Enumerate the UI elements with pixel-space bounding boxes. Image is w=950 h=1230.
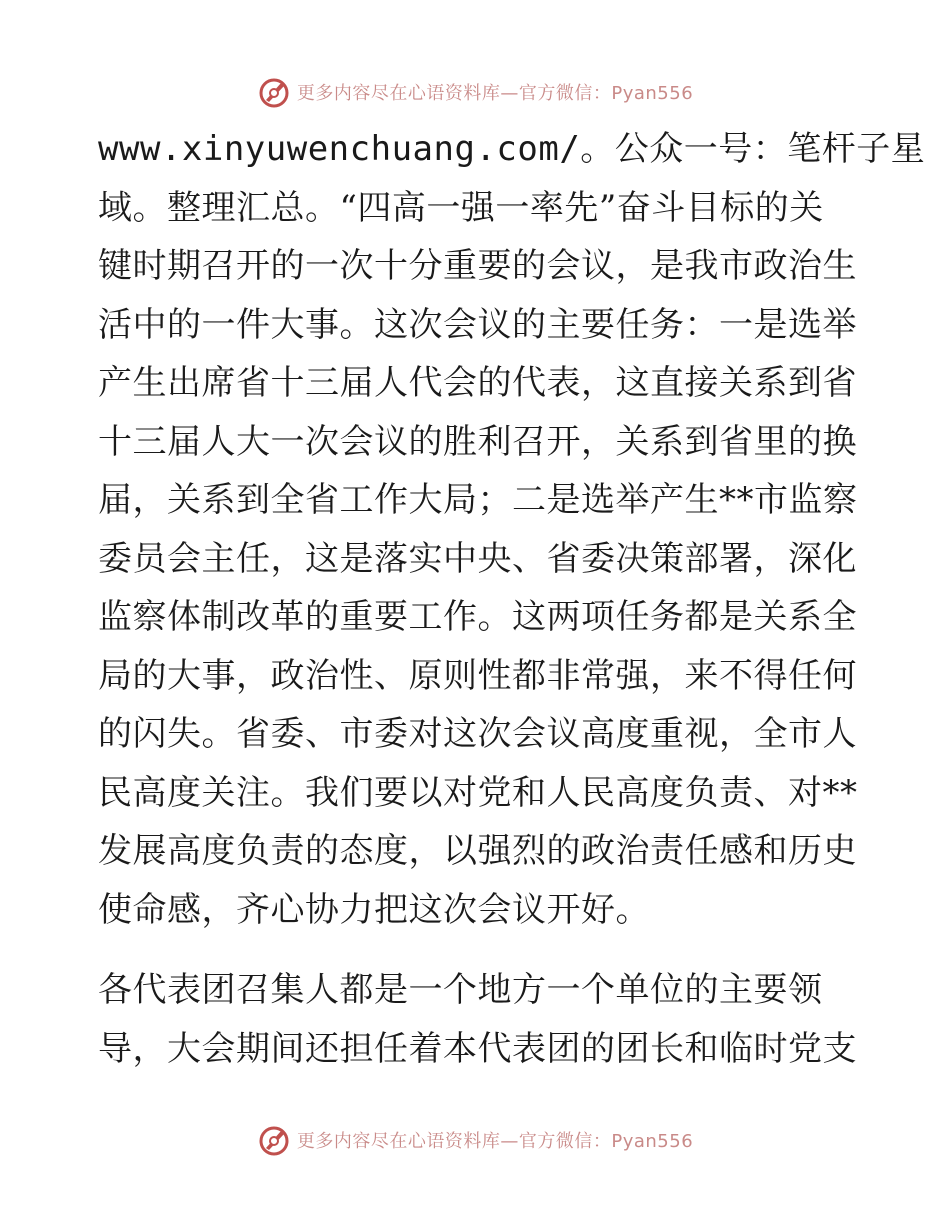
text-line: 产生出席省十三届人代会的代表，这直接关系到省 bbox=[98, 363, 857, 403]
text-line: 局的大事，政治性、原则性都非常强，来不得任何 bbox=[98, 655, 857, 696]
header-banner bbox=[0, 72, 950, 112]
text-line: 委员会主任，这是落实中央、省委决策部署，深化 bbox=[98, 538, 857, 579]
quill-seal-icon bbox=[257, 1123, 291, 1157]
quill-seal-icon bbox=[257, 75, 291, 109]
text-line: 各代表团召集人都是一个地方一个单位的主要领 bbox=[98, 970, 823, 1010]
text-line: 域。整理汇总。“四高一强一率先”奋斗目标的关 bbox=[98, 187, 824, 228]
paragraph-gap bbox=[98, 939, 850, 961]
banner-text: 更多内容尽在心语资料库—官方微信：Pyan556 bbox=[296, 1131, 694, 1152]
text-line: 使命感，齐心协力把这次会议开好。 bbox=[98, 889, 650, 930]
text-line: 民高度关注。我们要以对党和人民高度负责、对** bbox=[98, 772, 858, 813]
text-line: 监察体制改革的重要工作。这两项任务都是关系全 bbox=[98, 597, 857, 637]
text-line: www.xinyuwenchuang.com/。公众一号：笔杆子星 bbox=[98, 129, 926, 169]
document-body bbox=[98, 120, 926, 1078]
text-line: 活中的一件大事。这次会议的主要任务：一是选举 bbox=[98, 304, 857, 345]
footer-banner bbox=[0, 1120, 950, 1160]
text-line: 十三届人大一次会议的胜利召开，关系到省里的换 bbox=[98, 421, 857, 462]
text-line: 导，大会期间还担任着本代表团的团长和临时党支 bbox=[98, 1028, 857, 1069]
text-line: 届，关系到全省工作大局；二是选举产生**市监察 bbox=[98, 480, 858, 520]
text-line: 键时期召开的一次十分重要的会议，是我市政治生 bbox=[98, 246, 857, 286]
text-line: 的闪失。省委、市委对这次会议高度重视，全市人 bbox=[98, 714, 857, 754]
banner-text: 更多内容尽在心语资料库—官方微信：Pyan556 bbox=[296, 83, 694, 104]
text-line: 发展高度负责的态度，以强烈的政治责任感和历史 bbox=[98, 831, 857, 871]
